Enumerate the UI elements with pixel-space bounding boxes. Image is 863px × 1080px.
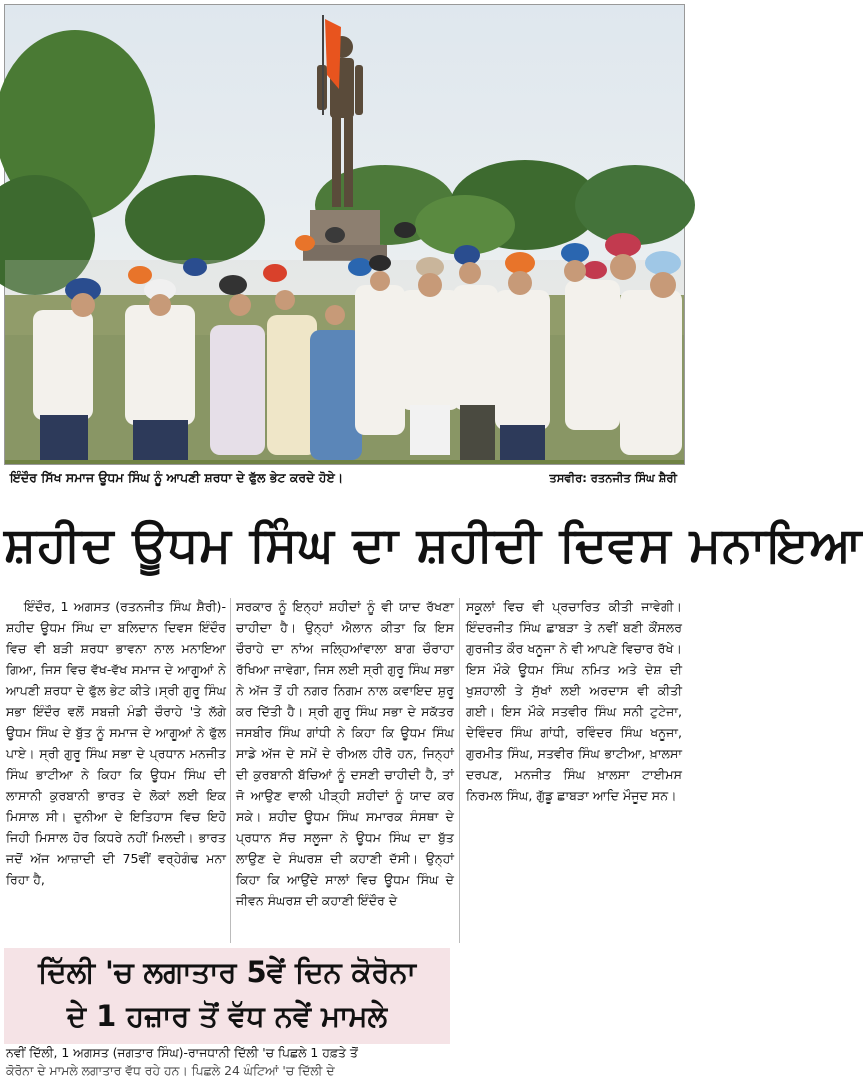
second-story-lead: ਨਵੀਂ ਦਿੱਲੀ, 1 ਅਗਸਤ (ਜਗਤਾਰ ਸਿੰਘ)-ਰਾਜਧਾਨੀ ਦਿੱਲੀ 'ਚ ਪਿਛਲੇ 1 ਹਫ਼ਤੇ ਤੋਂ (6, 1045, 358, 1060)
article-column-3 (466, 596, 682, 866)
caption-text: ਇੰਦੌਰ ਸਿੱਖ ਸਮਾਜ ਊਧਮ ਸਿੰਘ ਨੂੰ ਆਪਣੀ ਸ਼ਰਧਾ ਦੇ ਫੁੱਲ ਭੇਟ ਕਰਦੇ ਹੋਏ। (10, 470, 344, 485)
photo-caption (4, 467, 683, 489)
second-story-text (6, 1044, 452, 1078)
second-headline-line-1: ਦਿੱਲੀ 'ਚ ਲਗਾਤਾਰ 5ਵੇਂ ਦਿਨ ਕੋਰੋਨਾ (38, 955, 416, 989)
column-divider (459, 598, 460, 943)
article-text-3: ਸਕੂਲਾਂ ਵਿਚ ਵੀ ਪ੍ਰਚਾਰਿਤ ਕੀਤੀ ਜਾਵੇਗੀ। ਇੰਦਰਜੀਤ ਸਿੰਘ ਛਾਬੜਾ ਤੇ ਨਵੀਂ ਬਣੀ ਕੌਂਸਲਰ ਗੁਰਜੀਤ ਕੌਰ ਖਨੂਜਾ ਨੇ ਵੀ ਆਪਣੇ ਵਿਚਾਰ ਰੱਖੇ। ਇਸ ਮੌਕੇ ਊਧਮ ਸਿੰਘ ਨਮਿਤ ਅਤੇ ਦੇਸ਼ ਦੀ ਖੁਸ਼ਹਾਲੀ ਤੇ ਸੁੱਖਾਂ ਲਈ ਅਰਦਾਸ ਵੀ ਕੀਤੀ ਗਈ। ਇਸ ਮੌਕੇ ਸਤਵੀਰ ਸਿੰਘ ਸਨੀ ਟੁਟੇਜਾ, ਦੇਵਿੰਦਰ ਸਿੰਘ ਗਾਂਧੀ, ਰਵਿੰਦਰ ਸਿੰਘ ਖਨੂਜਾ, ਗੁਰਮੀਤ ਸਿੰਘ, ਸਤਵੀਰ ਸਿੰਘ ਭਾਟੀਆ, ਖ਼ਾਲਸਾ ਦਰਪਣ, ਮਨਜੀਤ ਸਿੰਘ ਖ਼ਾਲਸਾ ਟਾਈਮਸ ਨਿਰਮਲ ਸਿੰਘ, ਗੁੱਡੂ ਛਾਬੜਾ ਆਦਿ ਮੌਜੂਦ ਸਨ। (466, 599, 682, 803)
article-column-2 (236, 596, 454, 948)
article-text-1: ਇੰਦੌਰ, 1 ਅਗਸਤ (ਰਤਨਜੀਤ ਸਿੰਘ ਸ਼ੈਰੀ)-ਸ਼ਹੀਦ ਊਧਮ ਸਿੰਘ ਦਾ ਬਲਿਦਾਨ ਦਿਵਸ ਇੰਦੌਰ ਵਿਚ ਵੀ ਬੜੀ ਸ਼ਰਧਾ ਭਾਵਨਾ ਨਾਲ ਮਨਾਇਆ ਗਿਆ, ਜਿਸ ਵਿਚ ਵੱਖ-ਵੱਖ ਸਮਾਜ ਦੇ ਆਗੂਆਂ ਨੇ ਆਪਣੀ ਸ਼ਰਧਾ ਦੇ ਫੁੱਲ ਭੇਟ ਕੀਤੇ।ਸ੍ਰੀ ਗੁਰੂ ਸਿੰਘ ਸਭਾ ਇੰਦੌਰ ਵਲੋਂ ਸਬਜ਼ੀ ਮੰਡੀ ਚੌਰਾਹੇ 'ਤੇ ਲੱਗੇ ਊਧਮ ਸਿੰਘ ਦੇ ਬੁੱਤ ਨੂੰ ਸਮਾਜ ਦੇ ਆਗੂਆਂ ਨੇ ਫੁੱਲ ਪਾਏ। ਸ੍ਰੀ ਗੁਰੂ ਸਿੰਘ ਸਭਾ ਦੇ ਪ੍ਰਧਾਨ ਮਨਜੀਤ ਸਿੰਘ ਭਾਟੀਆ ਨੇ ਕਿਹਾ ਕਿ ਊਧਮ ਸਿੰਘ ਦੀ ਲਾਸਾਨੀ ਕੁਰਬਾਨੀ ਭਾਰਤ ਦੇ ਲੋਕਾਂ ਲਈ ਇਕ ਮਿਸਾਲ ਸੀ। ਦੁਨੀਆ ਦੇ ਇਤਿਹਾਸ ਵਿਚ ਇਹੋ ਜਿਹੀ ਮਿਸਾਲ ਹੋਰ ਕਿਧਰੇ ਨਹੀਂ ਮਿਲਦੀ। ਭਾਰਤ ਜਦੋਂ ਅੱਜ ਆਜ਼ਾਦੀ ਦੀ 75ਵੀਂ ਵਰ੍ਹੇਗੰਢ ਮਨਾ ਰਿਹਾ ਹੈ, (6, 599, 226, 887)
statue-pedestal (310, 210, 380, 250)
news-photo (4, 4, 685, 465)
second-story-lead-cut: ਕੋਰੋਨਾ ਦੇ ਮਾਮਲੇ ਲਗਾਤਾਰ ਵੱਧ ਰਹੇ ਹਨ। ਪਿਛਲੇ 24 ਘੰਟਿਆਂ 'ਚ ਦਿੱਲੀ ਦੇ (6, 1063, 335, 1078)
second-headline-line-2: ਦੇ 1 ਹਜ਼ਾਰ ਤੋਂ ਵੱਧ ਨਵੇਂ ਮਾਮਲੇ (66, 999, 388, 1033)
main-headline: ਸ਼ਹੀਦ ਊਧਮ ਸਿੰਘ ਦਾ ਸ਼ਹੀਦੀ ਦਿਵਸ ਮਨਾਇਆ (4, 517, 863, 573)
photo-illustration (5, 5, 684, 464)
article-text-2: ਸਰਕਾਰ ਨੂੰ ਇਨ੍ਹਾਂ ਸ਼ਹੀਦਾਂ ਨੂੰ ਵੀ ਯਾਦ ਰੱਖਣਾ ਚਾਹੀਦਾ ਹੈ। ਉਨ੍ਹਾਂ ਐਲਾਨ ਕੀਤਾ ਕਿ ਇਸ ਚੌਰਾਹੇ ਦਾ ਨਾਂਅ ਜਲ੍ਹਿਆਂਵਾਲਾ ਬਾਗ ਚੌਰਾਹਾ ਰੱਖਿਆ ਜਾਵੇਗਾ, ਜਿਸ ਲਈ ਸ੍ਰੀ ਗੁਰੂ ਸਿੰਘ ਸਭਾ ਨੇ ਅੱਜ ਤੋਂ ਹੀ ਨਗਰ ਨਿਗਮ ਨਾਲ ਕਵਾਇਦ ਸ਼ੁਰੂ ਕਰ ਦਿੱਤੀ ਹੈ। ਸ੍ਰੀ ਗੁਰੂ ਸਿੰਘ ਸਭਾ ਦੇ ਸਕੱਤਰ ਜਸਬੀਰ ਸਿੰਘ ਗਾਂਧੀ ਨੇ ਕਿਹਾ ਕਿ ਊਧਮ ਸਿੰਘ ਸਾਡੇ ਅੱਜ ਦੇ ਸਮੇਂ ਦੇ ਰੀਅਲ ਹੀਰੋ ਹਨ, ਜਿਨ੍ਹਾਂ ਦੀ ਕੁਰਬਾਨੀ ਬੱਚਿਆਂ ਨੂੰ ਦਸਣੀ ਚਾਹੀਦੀ ਹੈ, ਤਾਂ ਜੋ ਆਉਣ ਵਾਲੀ ਪੀੜ੍ਹੀ ਸ਼ਹੀਦਾਂ ਨੂੰ ਯਾਦ ਕਰ ਸਕੇ। ਸ਼ਹੀਦ ਊਧਮ ਸਿੰਘ ਸਮਾਰਕ ਸੰਸਥਾ ਦੇ ਪ੍ਰਧਾਨ ਸੱਚ ਸਲੂਜਾ ਨੇ ਊਧਮ ਸਿੰਘ ਦਾ ਬੁੱਤ ਲਾਉਣ ਦੇ ਸੰਘਰਸ਼ ਦੀ ਕਹਾਣੀ ਦੱਸੀ। ਉਨ੍ਹਾਂ ਕਿਹਾ ਕਿ ਆਉਂਦੇ ਸਾਲਾਂ ਵਿਚ ਊਧਮ ਸਿੰਘ ਦੇ ਜੀਵਨ ਸੰਘਰਸ਼ ਦੀ ਕਹਾਣੀ ਇੰਦੌਰ ਦੇ (236, 599, 454, 908)
article-column-1 (6, 596, 226, 948)
column-divider (230, 598, 231, 943)
second-story-headline-box (4, 948, 450, 1044)
photo-credit: ਤਸਵੀਰ: ਰਤਨਜੀਤ ਸਿੰਘ ਸ਼ੈਰੀ (549, 471, 677, 485)
